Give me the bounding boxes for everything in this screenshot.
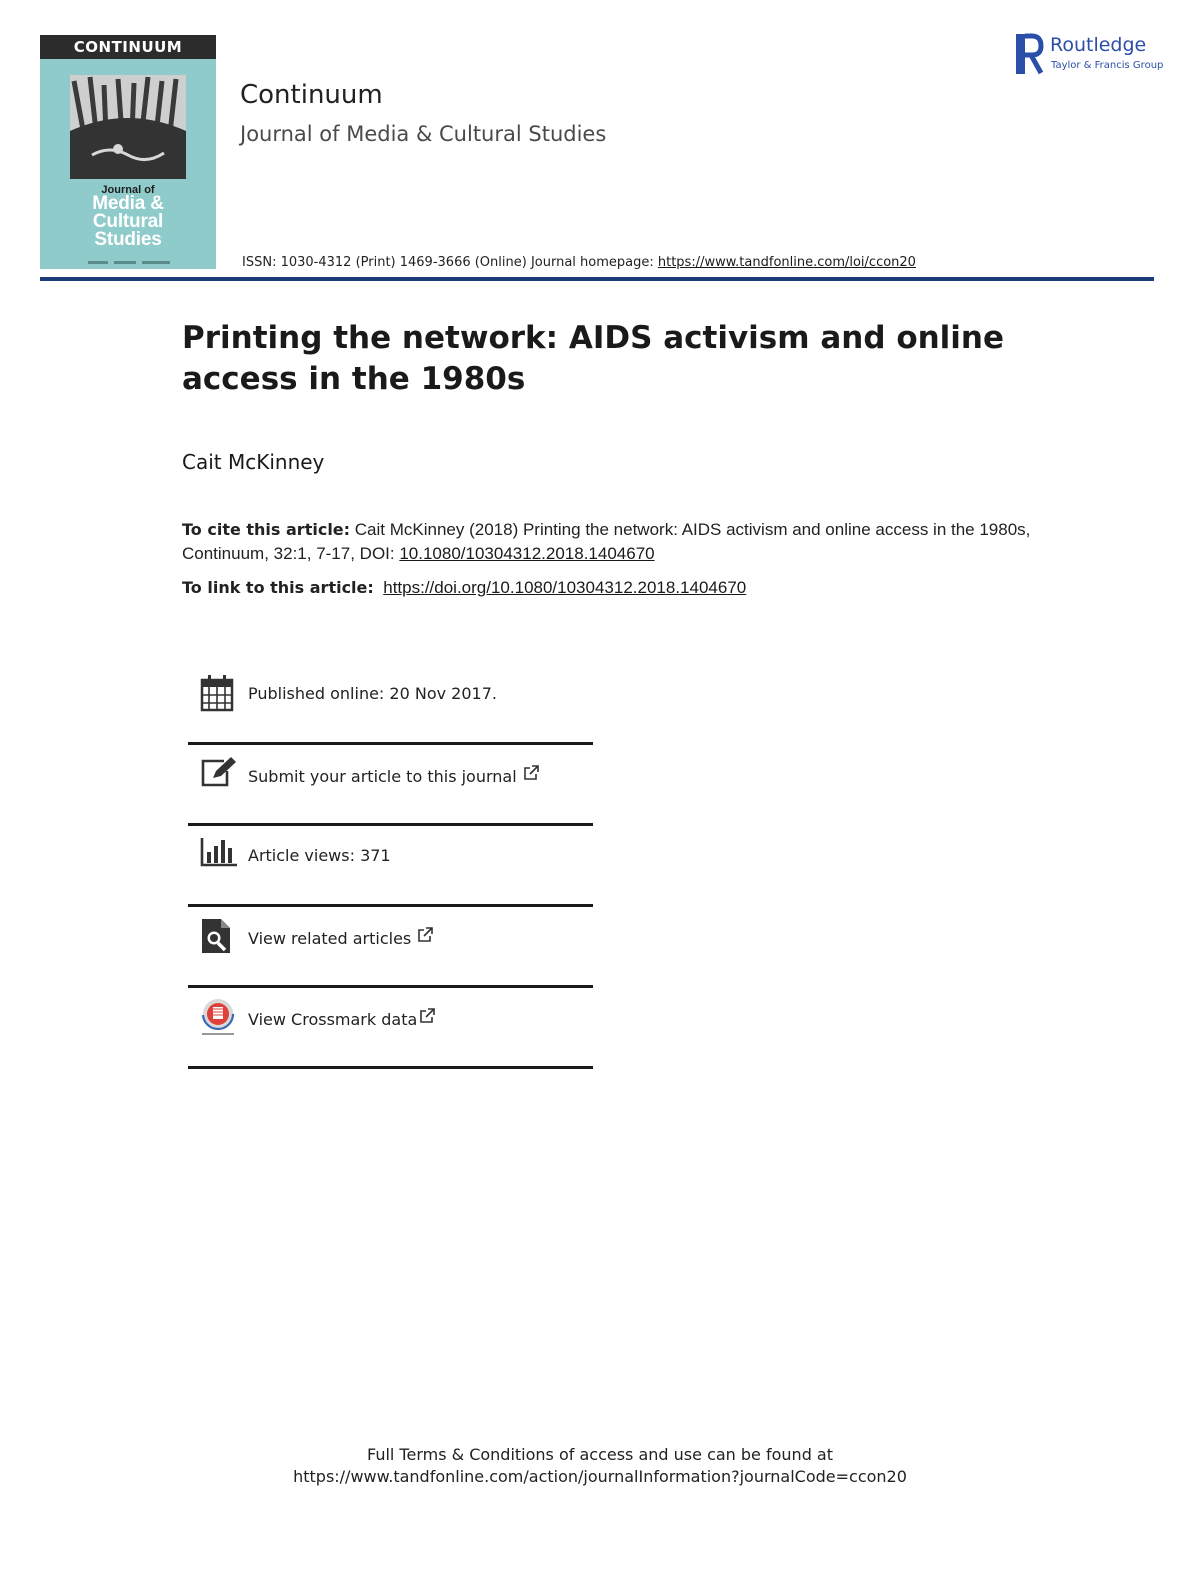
article-author: Cait McKinney	[182, 450, 325, 474]
external-link-icon	[523, 765, 539, 781]
footer-terms-text: Full Terms & Conditions of access and use can be found at	[366, 1445, 834, 1464]
link-label: To link to this article:	[182, 578, 374, 597]
article-doi-link[interactable]: https://doi.org/10.1080/10304312.2018.1404670	[383, 578, 747, 597]
cover-artwork	[70, 75, 186, 179]
journal-cover-image	[40, 35, 216, 269]
crossmark-text: View Crossmark data	[248, 1010, 418, 1029]
search-document-icon	[200, 917, 232, 955]
citation-doi-link[interactable]: 10.1080/10304312.2018.1404670	[399, 544, 655, 563]
article-link-line	[182, 578, 746, 598]
citation-block	[182, 518, 1042, 566]
submit-article-label[interactable]	[248, 765, 539, 786]
cover-main-line: Cultural	[92, 211, 164, 232]
cover-fine-print	[88, 260, 170, 266]
external-link-icon	[417, 927, 433, 943]
cite-text: Cait McKinney (2018) Printing the network: AIDS activism and online access in the 1980s, Continuum, 32:1, 7-17, DOI:	[182, 520, 1031, 563]
related-articles-label[interactable]	[248, 927, 433, 948]
cover-main-line: Studies	[94, 229, 162, 250]
cover-subtitle: Journal of	[101, 184, 155, 196]
footer-terms-link[interactable]: https://www.tandfonline.com/action/journalInformation?journalCode=ccon20	[293, 1467, 907, 1486]
published-online-label: Published online: 20 Nov 2017.	[248, 684, 497, 703]
list-divider	[188, 1066, 593, 1069]
journal-title: Continuum	[240, 80, 383, 110]
article-title: Printing the network: AIDS activism and online access in the 1980s	[182, 320, 1005, 397]
external-link-icon	[419, 1008, 435, 1024]
cite-label: To cite this article:	[182, 520, 351, 539]
edit-icon	[200, 755, 238, 789]
header-divider	[40, 277, 1154, 281]
cover-title-band	[40, 35, 216, 59]
journal-homepage-link[interactable]: https://www.tandfonline.com/loi/ccon20	[657, 255, 916, 270]
footer	[0, 1444, 1200, 1488]
issn-text: ISSN: 1030-4312 (Print) 1469-3666 (Online) Journal homepage:	[242, 255, 658, 270]
routledge-logo-icon	[1014, 32, 1044, 76]
article-views-label: Article views: 371	[248, 846, 391, 865]
article-info-list	[188, 664, 593, 1069]
related-articles-text: View related articles	[248, 929, 412, 948]
issn-line	[242, 255, 916, 270]
article-views-item	[188, 826, 593, 907]
bar-chart-icon	[200, 836, 238, 868]
published-online-item	[188, 664, 593, 745]
related-articles-item[interactable]	[188, 907, 593, 988]
calendar-icon	[200, 674, 234, 712]
submit-article-text: Submit your article to this journal	[248, 767, 517, 786]
publisher-logo[interactable]	[1014, 32, 1164, 76]
publisher-name: Routledge	[1050, 34, 1147, 56]
submit-article-item[interactable]	[188, 745, 593, 826]
publisher-group: Taylor & Francis Group	[1051, 60, 1164, 71]
crossmark-icon	[200, 998, 236, 1038]
crossmark-label[interactable]	[248, 1008, 435, 1029]
journal-subtitle: Journal of Media & Cultural Studies	[240, 122, 607, 146]
cover-main-line: Media &	[92, 193, 164, 214]
cover-main-title	[40, 195, 216, 249]
cover-band-title: CONTINUUM	[73, 38, 183, 56]
crossmark-item[interactable]	[188, 988, 593, 1069]
